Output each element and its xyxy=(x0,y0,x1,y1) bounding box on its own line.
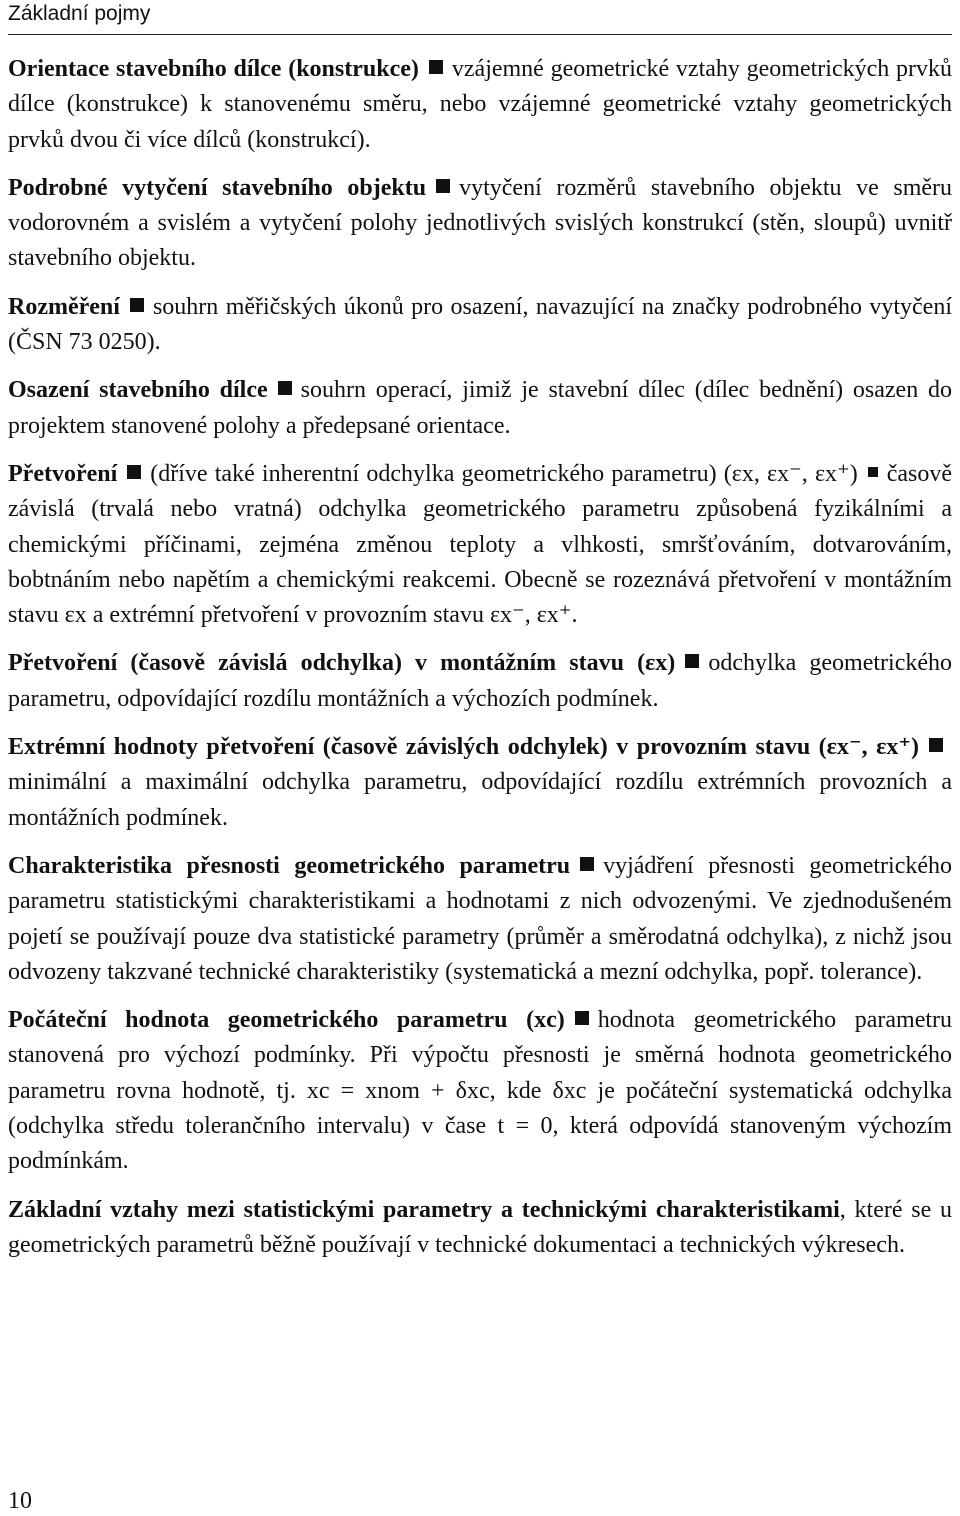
square-bullet-icon xyxy=(127,465,141,479)
entry-definition: vyjádření přesnosti geometrického parametru statistickými charakteristikami a hodnotami z nich odvozenými. Ve zjednodušeném pojetí se používají pouze dva statistické parametry (průměr a směrodatná odchylka), z nichž jsou odvozeny takzvané technické charakteristiky (systematická a mezní odchylka, popř. tolerance). xyxy=(8,852,952,985)
entry-term: Extrémní hodnoty přetvoření (časově závislých odchylek) v provozním stavu (εx⁻, εx⁺) xyxy=(8,734,919,761)
small-square-bullet-icon xyxy=(868,467,878,477)
entry-pretvoreni-montazni xyxy=(8,646,952,717)
square-bullet-icon xyxy=(575,1011,589,1025)
entry-definition: časově závislá (trvalá nebo vratná) odchylka geometrického parametru způsobená fyzikálními a chemickými příčinami, zejména změnou teploty a vlhkosti, smršťováním, dotvarováním, bobtnáním nebo napětím a chemickými reakcemi. Obecně se rozeznává přetvoření v montážním stavu εx a extrémní přetvoření v provozním stavu εx⁻, εx⁺. xyxy=(8,460,952,629)
entry-term: Charakteristika přesnosti geometrického parametru xyxy=(8,852,571,879)
header-title: Základní pojmy xyxy=(8,2,151,25)
entry-term: Počáteční hodnota geometrického parametru (xc) xyxy=(8,1007,565,1034)
square-bullet-icon xyxy=(580,857,594,871)
entry-definition: minimální a maximální odchylka parametru, odpovídající rozdílu extrémních provozních a montážních podmínek. xyxy=(8,769,952,831)
entry-rozmereni xyxy=(8,290,952,361)
entry-term: Podrobné vytyčení stavebního objektu xyxy=(8,174,427,201)
square-bullet-icon xyxy=(685,654,699,668)
page-number: 10 xyxy=(8,1488,32,1514)
entry-podrobne-vytyceni xyxy=(8,171,952,277)
glossary xyxy=(8,52,952,1276)
page-header xyxy=(8,0,952,35)
entry-pocatecni-hodnota xyxy=(8,1003,952,1179)
square-bullet-icon xyxy=(429,60,443,74)
entry-definition: , které se u geometrických parametrů běžně používají v technické dokumentaci a technických výkresech. xyxy=(8,1196,952,1258)
entry-term: Orientace stavebního dílce (konstrukce) xyxy=(8,56,419,82)
square-bullet-icon xyxy=(929,738,943,752)
entry-term: Osazení stavebního dílce xyxy=(8,377,268,404)
square-bullet-icon xyxy=(130,298,144,312)
entry-term: Přetvoření xyxy=(8,460,118,487)
entry-term: Základní vztahy mezi statistickými parametry a technickými charakteristikami xyxy=(8,1196,840,1223)
entry-zakladni-vztahy xyxy=(8,1193,952,1264)
square-bullet-icon xyxy=(278,381,292,395)
entry-definition: hodnota geometrického parametru stanovená pro výchozí podmínky. Při výpočtu přesnosti je směrná hodnota geometrického parametru rovna hodnotě, tj. xc = xnom + δxc, kde δxc je počáteční systematická odchylka (odchylka středu tolerančního intervalu) v čase t = 0, která odpovídá stanoveným výchozím podmínkám. xyxy=(8,1007,953,1175)
entry-extremni-hodnoty xyxy=(8,730,952,836)
entry-pretvoreni xyxy=(8,457,952,633)
entry-definition: souhrn operací, jimiž je stavební dílec (dílec bednění) osazen do projektem stanovené polohy a předepsané orientace. xyxy=(8,377,953,439)
entry-definition: vzájemné geometrické vztahy geometrických prvků dílce (konstrukce) k stanovenému směru, nebo vzájemné geometrické vztahy geometrických prvků dvou či více dílců (konstrukcí). xyxy=(8,56,953,153)
entry-orientace xyxy=(8,52,952,158)
entry-definition: odchylka geometrického parametru, odpovídající rozdílu montážních a výchozích podmínek. xyxy=(8,650,953,712)
entry-charakteristika-presnosti xyxy=(8,849,952,990)
entry-term: Přetvoření (časově závislá odchylka) v montážním stavu (εx) xyxy=(8,650,676,677)
entry-definition: vytyčení rozměrů stavebního objektu ve směru vodorovném a svislém a vytyčení polohy jednotlivých svislých konstrukcí (stěn, sloupů) uvnitř stavebního objektu. xyxy=(8,174,953,272)
entry-term: Rozměření xyxy=(8,293,120,320)
square-bullet-icon xyxy=(436,179,450,193)
entry-osazeni xyxy=(8,373,952,444)
entry-definition: souhrn měřičských úkonů pro osazení, navazující na značky podrobného vytyčení (ČSN 73 0250). xyxy=(8,293,952,356)
entry-definition-intro: (dříve také inherentní odchylka geometrického parametru) (εx, εx⁻, εx⁺) xyxy=(150,460,858,487)
